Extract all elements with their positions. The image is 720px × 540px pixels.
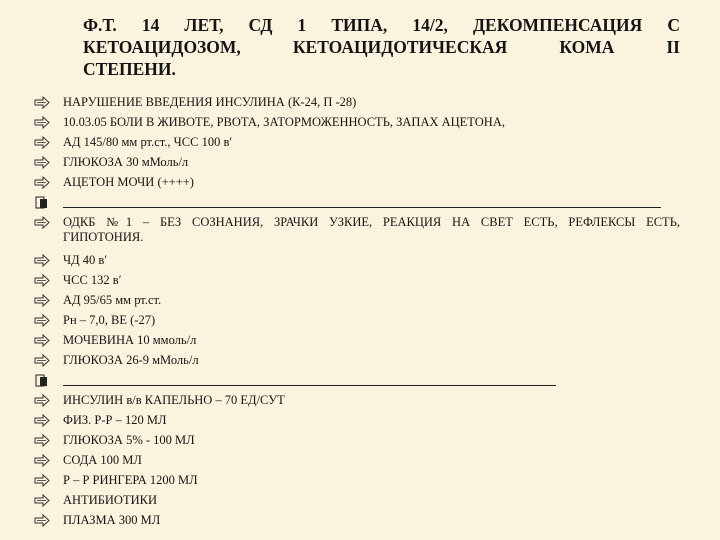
list-item-text: АЦЕТОН МОЧИ (++++): [63, 175, 194, 189]
list-item-text: Р – Р РИНГЕРА 1200 МЛ: [63, 473, 198, 487]
list-item-text: ПЛАЗМА 300 МЛ: [63, 513, 161, 527]
list-item-text: ИНСУЛИН в/в КАПЕЛЬНО – 70 ЕД/СУТ: [63, 393, 285, 407]
list-item-text: СОДА 100 МЛ: [63, 453, 142, 467]
arrow-bullet-icon: [34, 136, 52, 150]
divider-rule: [63, 385, 556, 386]
arrow-bullet-icon: [34, 294, 52, 308]
list-item-text: НАРУШЕНИЕ ВВЕДЕНИЯ ИНСУЛИНА (К-24, П -28): [63, 95, 357, 109]
list-item-text: АД 95/65 мм рт.ст.: [63, 293, 162, 307]
arrow-bullet-icon: [34, 116, 52, 130]
arrow-bullet-icon: [34, 354, 52, 368]
list-item-text: [63, 215, 680, 245]
list-item-line: ОДКБ №1 – БЕЗ СОЗНАНИЯ, ЗРАЧКИ УЗКИЕ, РЕАКЦИЯ НА СВЕТ ЕСТЬ, РЕФЛЕКСЫ ЕСТЬ,: [63, 215, 680, 229]
arrow-bullet-icon: [34, 334, 52, 348]
list-item-text: ГЛЮКОЗА 5% - 100 МЛ: [63, 433, 195, 447]
list-item-text: Рн – 7,0, ВЕ (-27): [63, 313, 156, 327]
title-line: Ф.Т. 14 ЛЕТ, СД 1 ТИПА, 14/2, ДЕКОМПЕНСАЦИЯ С: [83, 15, 680, 35]
arrow-bullet-icon: [34, 494, 52, 508]
arrow-bullet-icon: [34, 176, 52, 190]
square-bullet-icon: [34, 196, 52, 210]
divider-rule: [63, 207, 661, 208]
list-item-line: ГИПОТОНИЯ.: [63, 230, 144, 244]
arrow-bullet-icon: [34, 216, 52, 230]
list-item-text: АД 145/80 мм рт.ст., ЧСС 100 в′: [63, 135, 233, 149]
arrow-bullet-icon: [34, 254, 52, 268]
arrow-bullet-icon: [34, 474, 52, 488]
arrow-bullet-icon: [34, 394, 52, 408]
arrow-bullet-icon: [34, 414, 52, 428]
arrow-bullet-icon: [34, 314, 52, 328]
list-item-text: ЧСС 132 в′: [63, 273, 122, 287]
title-line: КЕТОАЦИДОЗОМ, КЕТОАЦИДОТИЧЕСКАЯ КОМА II: [83, 37, 680, 57]
list-item-text: ГЛЮКОЗА 26-9 мМоль/л: [63, 353, 199, 367]
list-item-text: 10.03.05 БОЛИ В ЖИВОТЕ, РВОТА, ЗАТОРМОЖЕННОСТЬ, ЗАПАХ АЦЕТОНА,: [63, 115, 505, 129]
arrow-bullet-icon: [34, 96, 52, 110]
list-item-text: ЧД 40 в′: [63, 253, 108, 267]
list-item-text: ГЛЮКОЗА 30 мМоль/л: [63, 155, 189, 169]
square-bullet-icon: [34, 374, 52, 388]
arrow-bullet-icon: [34, 454, 52, 468]
list-item-text: АНТИБИОТИКИ: [63, 493, 157, 507]
list-item-text: ФИЗ. Р-Р – 120 МЛ: [63, 413, 167, 427]
arrow-bullet-icon: [34, 514, 52, 528]
arrow-bullet-icon: [34, 274, 52, 288]
arrow-bullet-icon: [34, 156, 52, 170]
arrow-bullet-icon: [34, 434, 52, 448]
list-item-text: МОЧЕВИНА 10 ммоль/л: [63, 333, 197, 347]
title-line: СТЕПЕНИ.: [83, 59, 176, 79]
